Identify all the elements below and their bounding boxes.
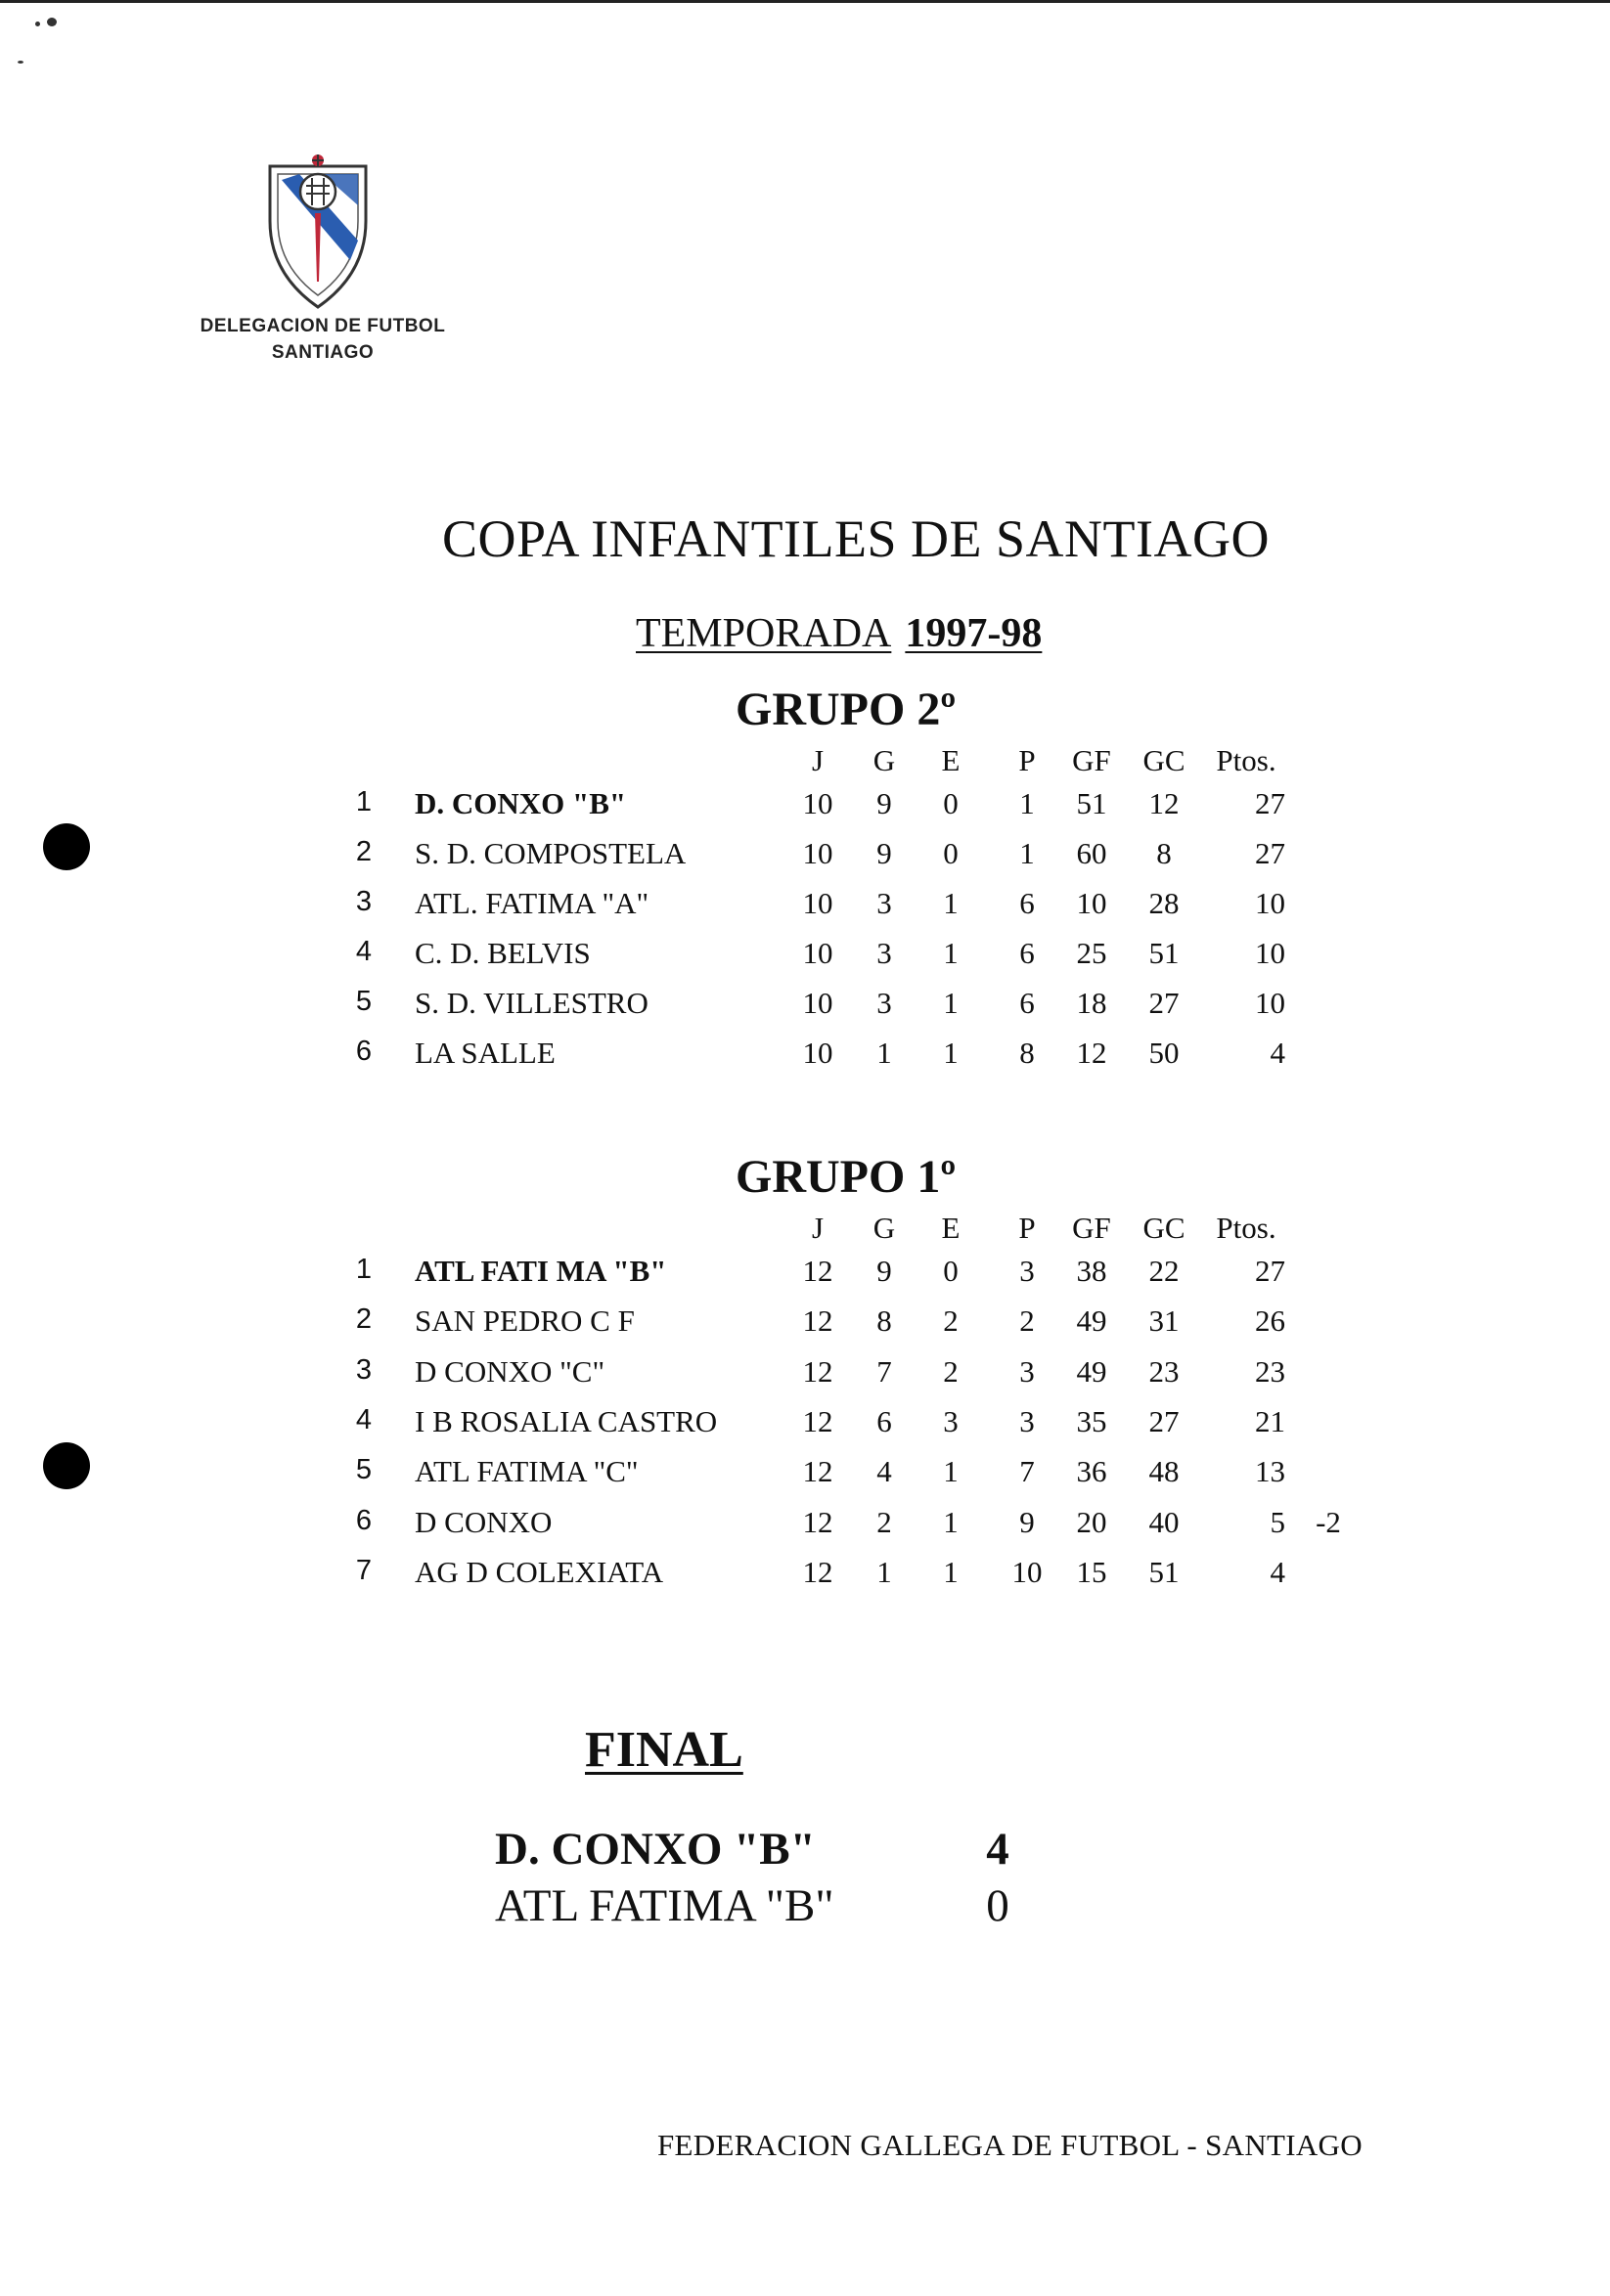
footer: FEDERACION GALLEGA DE FUTBOL - SANTIAGO (657, 2128, 1363, 2162)
cell-j: 12 (802, 1504, 833, 1539)
cell-team: C. D. BELVIS (415, 936, 591, 970)
column-header-j: J (811, 743, 825, 777)
cell-pts: 23 (1255, 1353, 1285, 1389)
cell-p: 1 (1019, 786, 1035, 820)
cell-gc: 27 (1148, 986, 1180, 1020)
cell-gc: 48 (1148, 1454, 1180, 1489)
cell-e: 1 (943, 1504, 959, 1539)
cell-team: I B ROSALIA CASTRO (415, 1403, 718, 1438)
cell-e: 0 (943, 786, 959, 820)
table-row (0, 1404, 1610, 1443)
page-top-edge (0, 0, 1610, 3)
cell-gc: 31 (1148, 1303, 1180, 1339)
organization-line2: SANTIAGO (271, 342, 375, 363)
scan-speck (18, 61, 23, 64)
cell-p: 10 (1011, 1554, 1043, 1589)
cell-e: 0 (943, 836, 959, 870)
cell-p: 3 (1019, 1353, 1035, 1389)
column-header-p: P (1018, 1211, 1036, 1245)
cell-gf: 49 (1076, 1353, 1107, 1389)
column-header-gf: GF (1072, 1211, 1111, 1245)
column-header-p: P (1018, 743, 1036, 777)
column-header-j: J (811, 1211, 825, 1245)
column-header-pts: Ptos. (1216, 1211, 1276, 1245)
cell-j: 10 (802, 986, 833, 1020)
cell-p: 6 (1019, 886, 1035, 920)
cell-gf: 51 (1076, 786, 1107, 820)
cell-j: 10 (802, 886, 833, 920)
organization-name (166, 313, 479, 366)
table-row (0, 1505, 1610, 1544)
document-title: COPA INFANTILES DE SANTIAGO (441, 509, 1271, 568)
table-row (0, 1254, 1610, 1293)
cell-pos: 7 (355, 1554, 373, 1586)
cell-team: AG D COLEXIATA (415, 1554, 664, 1589)
season-label: TEMPORADA (636, 611, 892, 656)
cell-j: 12 (802, 1303, 833, 1339)
cell-gc: 8 (1156, 836, 1172, 870)
cell-g: 3 (876, 986, 892, 1020)
cell-g: 3 (876, 936, 892, 970)
column-header-gf: GF (1072, 743, 1111, 777)
final-title: FINAL (585, 1722, 743, 1778)
cell-team: S. D. VILLESTRO (415, 986, 648, 1020)
cell-gf: 60 (1076, 836, 1107, 870)
cell-pts: 10 (1255, 936, 1285, 970)
cell-pos: 1 (355, 1254, 373, 1285)
column-header-g: G (872, 1211, 896, 1245)
cell-team: D CONXO "C" (415, 1353, 605, 1389)
cell-g: 6 (876, 1403, 892, 1438)
cell-g: 7 (876, 1353, 892, 1389)
final-away-score: 0 (986, 1880, 1009, 1931)
cell-team: LA SALLE (415, 1036, 556, 1070)
scan-speck (47, 18, 57, 26)
cell-p: 6 (1019, 986, 1035, 1020)
cell-g: 1 (876, 1036, 892, 1070)
cell-pts: 13 (1255, 1454, 1285, 1489)
cell-p: 9 (1019, 1504, 1035, 1539)
cell-g: 3 (876, 886, 892, 920)
cell-gf: 10 (1076, 886, 1107, 920)
column-header-e: E (941, 743, 961, 777)
table-row (0, 786, 1610, 825)
table-row (0, 1036, 1610, 1075)
cell-j: 12 (802, 1254, 833, 1288)
cell-gc: 40 (1148, 1504, 1180, 1539)
cell-team: ATL FATI MA "B" (415, 1254, 667, 1288)
cell-pts: 26 (1255, 1303, 1285, 1339)
cell-pos: 6 (355, 1036, 373, 1067)
cell-e: 2 (943, 1303, 959, 1339)
group2-title: GRUPO 2º (736, 684, 957, 735)
cell-gf: 15 (1076, 1554, 1107, 1589)
cell-j: 12 (802, 1353, 833, 1389)
column-header-pts: Ptos. (1216, 743, 1276, 777)
cell-pos: 2 (355, 836, 373, 867)
cell-gf: 49 (1076, 1303, 1107, 1339)
cell-pos: 3 (355, 886, 373, 917)
cell-g: 9 (876, 836, 892, 870)
cell-gf: 35 (1076, 1403, 1107, 1438)
cell-pos: 5 (355, 986, 373, 1017)
cell-gc: 50 (1148, 1036, 1180, 1070)
cell-team: D. CONXO "B" (415, 786, 627, 820)
column-header-g: G (872, 743, 896, 777)
table-row (0, 836, 1610, 875)
cell-p: 3 (1019, 1254, 1035, 1288)
cell-j: 12 (802, 1403, 833, 1438)
cell-g: 1 (876, 1554, 892, 1589)
season-year: 1997-98 (905, 611, 1043, 656)
cell-e: 1 (943, 936, 959, 970)
cell-pts: 5 (1270, 1504, 1285, 1539)
cell-g: 9 (876, 1254, 892, 1288)
cell-gc: 27 (1148, 1403, 1180, 1438)
column-header-gc: GC (1142, 1211, 1185, 1245)
cell-extra: -2 (1316, 1504, 1341, 1539)
cell-team: ATL. FATIMA "A" (415, 886, 649, 920)
table-row (0, 986, 1610, 1025)
table-row (0, 936, 1610, 975)
column-header-gc: GC (1142, 743, 1185, 777)
cell-team: S. D. COMPOSTELA (415, 836, 687, 870)
group1-title: GRUPO 1º (736, 1151, 957, 1203)
cell-j: 10 (802, 786, 833, 820)
cell-team: D CONXO (415, 1504, 553, 1539)
cell-e: 3 (943, 1403, 959, 1438)
column-header-e: E (941, 1211, 961, 1245)
cell-pts: 10 (1255, 886, 1285, 920)
cell-p: 2 (1019, 1303, 1035, 1339)
scan-speck (35, 22, 40, 26)
cell-gc: 12 (1148, 786, 1180, 820)
cell-team: SAN PEDRO C F (415, 1303, 635, 1339)
cell-pos: 4 (355, 936, 373, 967)
cell-gf: 12 (1076, 1036, 1107, 1070)
cell-pts: 27 (1255, 836, 1285, 870)
cell-e: 0 (943, 1254, 959, 1288)
table-row (0, 1354, 1610, 1393)
final-away-team: ATL FATIMA "B" (495, 1880, 834, 1931)
cell-e: 1 (943, 1554, 959, 1589)
cell-pos: 6 (355, 1504, 373, 1536)
cell-g: 8 (876, 1303, 892, 1339)
cell-pos: 3 (355, 1353, 373, 1386)
column-header-row (0, 743, 1610, 782)
cell-gf: 36 (1076, 1454, 1107, 1489)
cell-pts: 27 (1255, 786, 1285, 820)
shield-crest-icon (264, 145, 372, 311)
cell-p: 3 (1019, 1403, 1035, 1438)
cell-p: 1 (1019, 836, 1035, 870)
cell-g: 4 (876, 1454, 892, 1489)
season-heading (636, 610, 1042, 657)
cell-e: 1 (943, 986, 959, 1020)
cell-e: 1 (943, 886, 959, 920)
cell-j: 10 (802, 836, 833, 870)
cell-gc: 51 (1148, 1554, 1180, 1589)
cell-pos: 1 (355, 786, 373, 817)
cell-p: 7 (1019, 1454, 1035, 1489)
final-home-score: 4 (986, 1824, 1009, 1875)
table-row (0, 1555, 1610, 1594)
cell-p: 8 (1019, 1036, 1035, 1070)
cell-j: 12 (802, 1454, 833, 1489)
cell-p: 6 (1019, 936, 1035, 970)
cell-gc: 23 (1148, 1353, 1180, 1389)
cell-pos: 4 (355, 1403, 373, 1435)
cell-gf: 20 (1076, 1504, 1107, 1539)
column-header-row (0, 1211, 1610, 1250)
cell-gf: 25 (1076, 936, 1107, 970)
table-row (0, 1454, 1610, 1493)
cell-e: 2 (943, 1353, 959, 1389)
cell-pts: 27 (1255, 1254, 1285, 1288)
final-home-team: D. CONXO "B" (495, 1824, 816, 1875)
cell-e: 1 (943, 1454, 959, 1489)
cell-gc: 51 (1148, 936, 1180, 970)
cell-pos: 5 (355, 1454, 373, 1486)
cell-e: 1 (943, 1036, 959, 1070)
cell-j: 10 (802, 936, 833, 970)
cell-j: 10 (802, 1036, 833, 1070)
cell-pts: 10 (1255, 986, 1285, 1020)
cell-j: 12 (802, 1554, 833, 1589)
cell-pts: 21 (1255, 1403, 1285, 1438)
cell-gc: 22 (1148, 1254, 1180, 1288)
table-row (0, 886, 1610, 925)
organization-line1: DELEGACION DE FUTBOL (200, 316, 446, 336)
cell-pts: 4 (1270, 1036, 1285, 1070)
table-row (0, 1303, 1610, 1343)
cell-pos: 2 (355, 1303, 373, 1336)
cell-gf: 18 (1076, 986, 1107, 1020)
cell-pts: 4 (1270, 1554, 1285, 1589)
cell-g: 2 (876, 1504, 892, 1539)
cell-team: ATL FATIMA "C" (415, 1454, 639, 1489)
cell-gc: 28 (1148, 886, 1180, 920)
cell-g: 9 (876, 786, 892, 820)
cell-gf: 38 (1076, 1254, 1107, 1288)
